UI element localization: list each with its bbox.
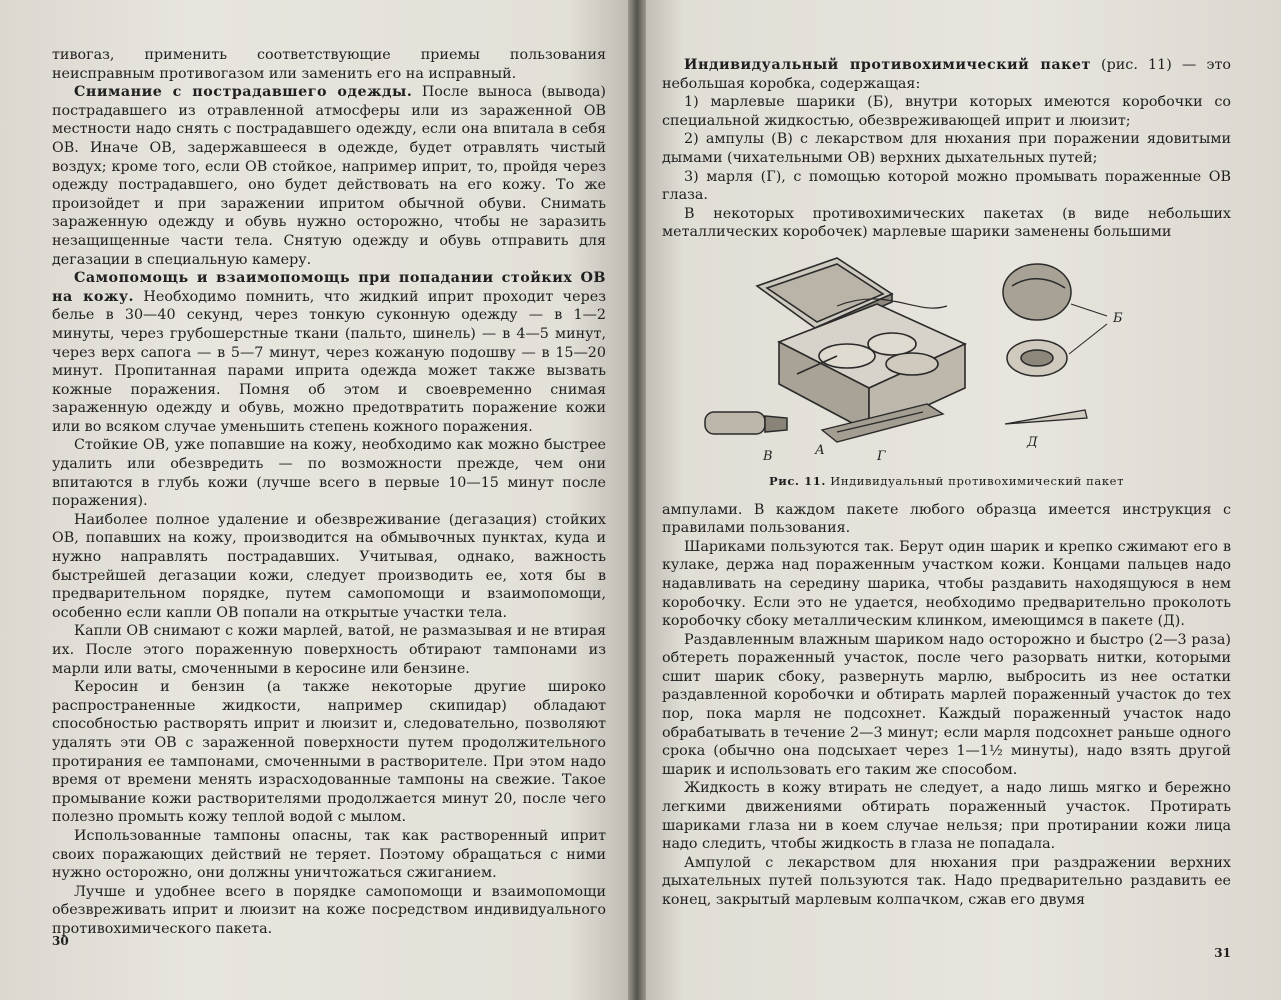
paragraph: [662, 779, 1231, 853]
figure-11: [662, 246, 1231, 466]
right-page-text: [662, 56, 1231, 910]
paragraph-text: 2) ампулы (В) с лекарством для нюхания при поражении ядовитыми дымами (чихательными ОВ) верхних дыхательных путей;: [662, 131, 1231, 166]
paragraph: [52, 827, 606, 883]
paragraph: [52, 46, 606, 83]
paragraph: [52, 511, 606, 623]
figure-label-b: Б: [1112, 310, 1123, 326]
paragraph: [662, 56, 1231, 93]
figure-caption-label: Рис. 11.: [768, 473, 826, 488]
paragraph-text: Капли ОВ снимают с кожи марлей, ватой, не размазывая и не втирая их. После этого пораженную поверхность обтирают тампонами из марли или ваты, смоченными в керосине или бензине.: [52, 623, 606, 677]
blade-drawing: [1005, 410, 1087, 424]
book-gutter: [628, 0, 646, 1000]
paragraph-text: 1) марлевые шарики (Б), внутри которых имеются коробочки со специальной жидкостью, обезвреживающей иприт и люизит;: [662, 94, 1231, 129]
right-page: [632, 0, 1281, 1000]
figure-caption-text: Индивидуальный противохимический пакет: [825, 473, 1125, 488]
paragraph: [662, 93, 1231, 130]
paragraph: [662, 854, 1231, 910]
page-number: 31: [1214, 946, 1231, 960]
paragraph: [662, 168, 1231, 205]
paragraph-heading: Снимание с пострадавшего одежды.: [74, 84, 413, 101]
paragraph: [662, 205, 1231, 242]
pack-box-drawing: [757, 258, 965, 432]
paragraph-text: Керосин и бензин (а также некоторые другие широко распространенные жидкости, например скипидар) обладают способностью растворять иприт и люизит и, следовательно, позволяют удалять эти ОВ с зараженной поверхности путем продолжительного протирания ее тампонами, смоченными в растворителе. При этом надо время от времени менять израсходованные тампоны на свежие. Такое промывание кожи растворителями продолжается минут 20, после чего полезно промыть кожу теплой водой с мылом.: [52, 679, 606, 826]
paragraph: [52, 436, 606, 510]
paragraph-text: Раздавленным влажным шариком надо осторожно и быстро (2—3 раза) обтереть пораженный участок, после чего разорвать нитки, которыми сшит шарик сбоку, развернуть марлю, выбросить из нее остатки раздавленной коробочки и обтирать марлей пораженный участок до тех пор, пока марля не подсохнет. Каждый пораженный участок надо обрабатывать в течение 2—3 минут; если марля подсохнет раньше одного срока (обычно она подсыхает через 1—1½ минуты), надо взять другой шарик и использовать его таким же способом.: [662, 631, 1231, 778]
paragraph: [52, 269, 606, 436]
paragraph: [52, 83, 606, 269]
paragraph: [662, 501, 1231, 538]
figure-label-g: Г: [876, 448, 886, 464]
paragraph-heading: Самопомощь и взаимопомощь при попадании стойких ОВ на кожу.: [52, 270, 606, 305]
paragraph: [52, 622, 606, 678]
paragraph-text: Жидкость в кожу втирать не следует, а надо лишь мягко и бережно легкими движениями обтирать пораженный участок. Протирать шариками глаза ни в коем случае нельзя; при протирании кожи лица надо следить, чтобы жидкость в глаза не попадала.: [662, 780, 1231, 853]
left-page: [0, 0, 632, 1000]
paragraph-text: В некоторых противохимических пакетах (в виде небольших металлических коробочек) марлевые шарики заменены большими: [662, 205, 1231, 241]
gauze-ball-drawing: [1003, 264, 1107, 376]
paragraph-text: Ампулой с лекарством для нюхания при раздражении верхних дыхательных путей пользуются так. Надо предварительно раздавить ее конец, закрытый марлевым колпачком, сжав его двумя: [662, 854, 1231, 908]
ampoule-drawing: [705, 412, 787, 434]
left-page-text: [52, 46, 606, 939]
figure-label-d: Д: [1026, 434, 1038, 450]
paragraph: [662, 538, 1231, 631]
paragraph-text: Лучше и удобнее всего в порядке самопомощи и взаимопомощи обезвреживать иприт и люизит на коже посредством индивидуального противохимического пакета.: [52, 883, 606, 937]
paragraph-text: Шариками пользуются так. Берут один шарик и крепко сжимают его в кулаке, держа над пораженным участком кожи. Концами пальцев надо надавливать на середину шарика, чтобы раздавить находящуюся в нем коробочку. Если это не удается, необходимо предварительно проколоть коробочку сбоку металлическим клинком, имеющимся в пакете (Д).: [662, 538, 1231, 630]
paragraph-text: ампулами. В каждом пакете любого образца имеется инструкция с правилами пользования.: [662, 501, 1231, 537]
paragraph-text: Необходимо помнить, что жидкий иприт проходит через белье в 30—40 секунд, через тонкую суконную одежду — в 1—2 минуты, через грубошерстные ткани (пальто, шинель) — в 4—5 минут, через верх сапога — в 5—7 минут, через кожаную подошву — в 15—20 минут. Пропитанная парами иприта одежда может также вызвать кожные поражения. Помня об этом и своевременно снимая зараженную одежду и обувь, можно предотвратить поражение кожи или во всяком случае уменьшить степень кожного поражения.: [52, 288, 606, 435]
paragraph: [52, 883, 606, 939]
paragraph: [52, 678, 606, 827]
chemical-pack-illustration: [687, 246, 1207, 466]
paragraph-text: Стойкие ОВ, уже попавшие на кожу, необходимо как можно быстрее удалить или обезвредить — по возможности прежде, чем они впитаются в глубь кожи (лучше всего в первые 10—15 минут после поражения).: [52, 437, 606, 510]
paragraph-text: Использованные тампоны опасны, так как растворенный иприт своих поражающих действий не теряет. Поэтому обращаться с ними нужно осторожно, они должны уничтожаться сжиганием.: [52, 827, 606, 882]
paragraph-text: (рис. 11) — это небольшая коробка, содержащая:: [662, 57, 1231, 92]
paragraph-text: 3) марля (Г), с помощью которой можно промывать пораженные ОВ глаза.: [662, 168, 1231, 204]
page-number: 30: [52, 934, 69, 948]
paragraph: [662, 130, 1231, 167]
paragraph-heading: Индивидуальный противохимический пакет: [684, 57, 1091, 73]
paragraph: [662, 631, 1231, 780]
figure-label-v: В: [762, 448, 773, 464]
paragraph-text: После выноса (вывода) пострадавшего из отравленной атмосферы или из зараженной ОВ местности надо снять с пострадавшего одежду, если она впитала в себя ОВ. Иначе ОВ, задержавшееся в одежде, будет отравлять чистый воздух; кроме того, если ОВ стойкое, например иприт, то, пройдя через одежду пострадавшего, оно будет действовать на его кожу. То же произойдет и при заражении ипритом обычной обуви. Снимать зараженную одежду и обувь нужно осторожно, чтобы не заразить незащищенные части тела. Снятую одежду и обувь отправить для дегазации в специальную камеру.: [52, 84, 606, 268]
paragraph-text: тивогаз, применить соответствующие приемы пользования неисправным противогазом или заменить его на исправный.: [52, 47, 606, 82]
figure-label-a: А: [814, 442, 825, 458]
figure-caption: [662, 472, 1231, 491]
paragraph-text: Наиболее полное удаление и обезвреживание (дегазация) стойких ОВ, попавших на кожу, производится на обмывочных пунктах, куда и нужно направлять пострадавших. Учитывая, однако, важность быстрейшей дегазации кожи, следует производить ее, хотя бы в предварительном порядке, путем самопомощи и взаимопомощи, особенно если капли ОВ попали на открытые участки тела.: [52, 511, 606, 621]
